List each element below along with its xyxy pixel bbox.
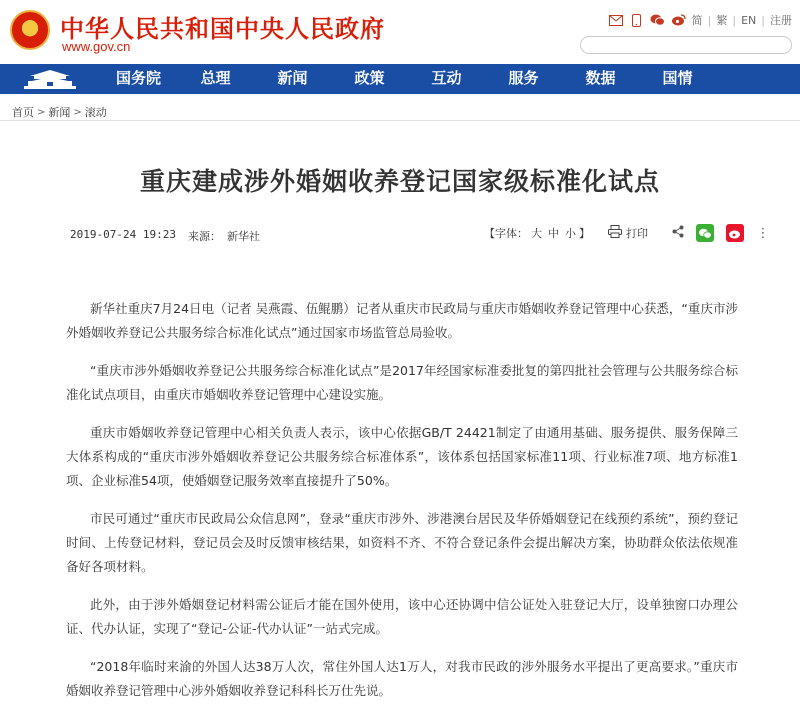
mail-icon[interactable] xyxy=(608,13,624,27)
publish-date: 2019-07-24 19:23 xyxy=(70,228,176,241)
main-nav xyxy=(0,64,800,94)
site-url: www.gov.cn xyxy=(62,39,131,54)
lang-traditional[interactable]: 繁 xyxy=(716,14,728,27)
nav-item-news[interactable]: 新闻 xyxy=(277,70,308,87)
nav-item-policy[interactable]: 政策 xyxy=(354,70,385,87)
article-tools xyxy=(484,224,772,242)
font-size-large[interactable]: 大 xyxy=(531,227,542,240)
mobile-icon[interactable] xyxy=(629,13,645,27)
weibo-icon[interactable] xyxy=(671,13,687,27)
lang-english[interactable]: EN xyxy=(741,13,757,27)
divider xyxy=(0,120,800,121)
nav-item-data[interactable]: 数据 xyxy=(585,70,616,87)
national-emblem-icon[interactable]: ★ xyxy=(10,10,50,50)
nav-item-guowuyuan[interactable]: 国务院 xyxy=(115,70,161,87)
article-body xyxy=(66,297,738,717)
share-icon[interactable] xyxy=(672,225,684,241)
paragraph: 市民可通过“重庆市民政局公众信息网”，登录“重庆市涉外、涉港澳台居民及华侨婚姻登记在线预约系统”，预约登记时间、上传登记材料，登记员会及时反馈审核结果，如资料不齐、不符合登记条件会提出解决方案，协助群众依法依规准备好各项材料。 xyxy=(66,511,738,574)
nav-item-services[interactable]: 服务 xyxy=(508,70,539,87)
breadcrumb-rolling[interactable]: 滚动 xyxy=(84,106,107,119)
nav-item-national-info[interactable]: 国情 xyxy=(662,70,693,87)
font-size-control xyxy=(484,225,590,241)
divider: | xyxy=(761,13,765,27)
top-links xyxy=(608,12,792,28)
nav-item-interaction[interactable]: 互动 xyxy=(431,70,462,87)
site-title[interactable]: 中华人民共和国中央人民政府 xyxy=(60,14,385,43)
divider: | xyxy=(732,13,737,27)
chevron-right-icon: > xyxy=(37,106,46,118)
paragraph: 此外，由于涉外婚姻登记材料需公证后才能在国外使用，该中心还协调中信公证处入驻登记大厅，设单独窗口办理公证、代办认证，实现了“登记-公证-代办认证”一站式完成。 xyxy=(66,597,738,636)
paragraph: 重庆市婚姻收养登记管理中心相关负责人表示，该中心依据GB/T 24421制定了由通用基础、服务提供、服务保障三大体系构成的“重庆市涉外婚姻收养登记公共服务综合标准体系”，该体系包括国家标准11项、行业标准7项、地方标准1项、企业标准54项，使婚姻登记服务效率直接提升了50%。 xyxy=(66,425,738,488)
font-size-close: 】 xyxy=(579,227,590,240)
article-meta xyxy=(70,228,260,244)
paragraph: “重庆市涉外婚姻收养登记公共服务综合标准化试点”是2017年经国家标准委批复的第四批社会管理与公共服务综合标准化试点项目，由重庆市婚姻收养登记管理中心建设实施。 xyxy=(66,363,738,402)
weibo-share-icon[interactable] xyxy=(726,224,744,242)
breadcrumb-news[interactable]: 新闻 xyxy=(48,106,71,119)
paragraph: “2018年临时来渝的外国人达38万人次，常住外国人达1万人，对我市民政的涉外服务水平提出了更高要求。”重庆市婚姻收养登记管理中心涉外婚姻收养登记科科长万仕先说。 xyxy=(66,659,738,698)
wechat-icon[interactable] xyxy=(650,13,666,27)
printer-icon xyxy=(608,225,622,241)
site-header xyxy=(0,0,800,60)
chevron-right-icon: > xyxy=(73,106,82,118)
source-info xyxy=(188,228,260,244)
tiananmen-logo-icon[interactable] xyxy=(0,64,100,94)
source-label: 来源： xyxy=(187,230,221,243)
search-input[interactable] xyxy=(580,36,792,54)
print-label: 打印 xyxy=(626,227,648,240)
breadcrumb xyxy=(12,104,107,120)
font-size-medium[interactable]: 中 xyxy=(548,227,559,240)
breadcrumb-home[interactable]: 首页 xyxy=(12,106,34,119)
article-title: 重庆建成涉外婚姻收养登记国家级标准化试点 xyxy=(139,167,660,196)
wechat-share-icon[interactable] xyxy=(696,224,714,242)
nav-item-premier[interactable]: 总理 xyxy=(200,70,231,87)
divider: | xyxy=(707,13,712,27)
register-link[interactable]: 注册 xyxy=(770,14,792,27)
source-value: 新华社 xyxy=(226,230,260,243)
font-size-label: 【字体： xyxy=(484,227,528,240)
font-size-small[interactable]: 小 xyxy=(565,227,576,240)
paragraph: 新华社重庆7月24日电（记者 吴燕霞、伍鲲鹏）记者从重庆市民政局与重庆市婚姻收养登记管理中心获悉，“重庆市涉外婚姻收养登记公共服务综合标准化试点”通过国家市场监管总局验收。 xyxy=(66,301,738,340)
lang-simplified[interactable]: 简 xyxy=(691,14,703,27)
more-share-icon[interactable]: ⋮ xyxy=(756,225,770,241)
print-button[interactable] xyxy=(608,225,648,241)
